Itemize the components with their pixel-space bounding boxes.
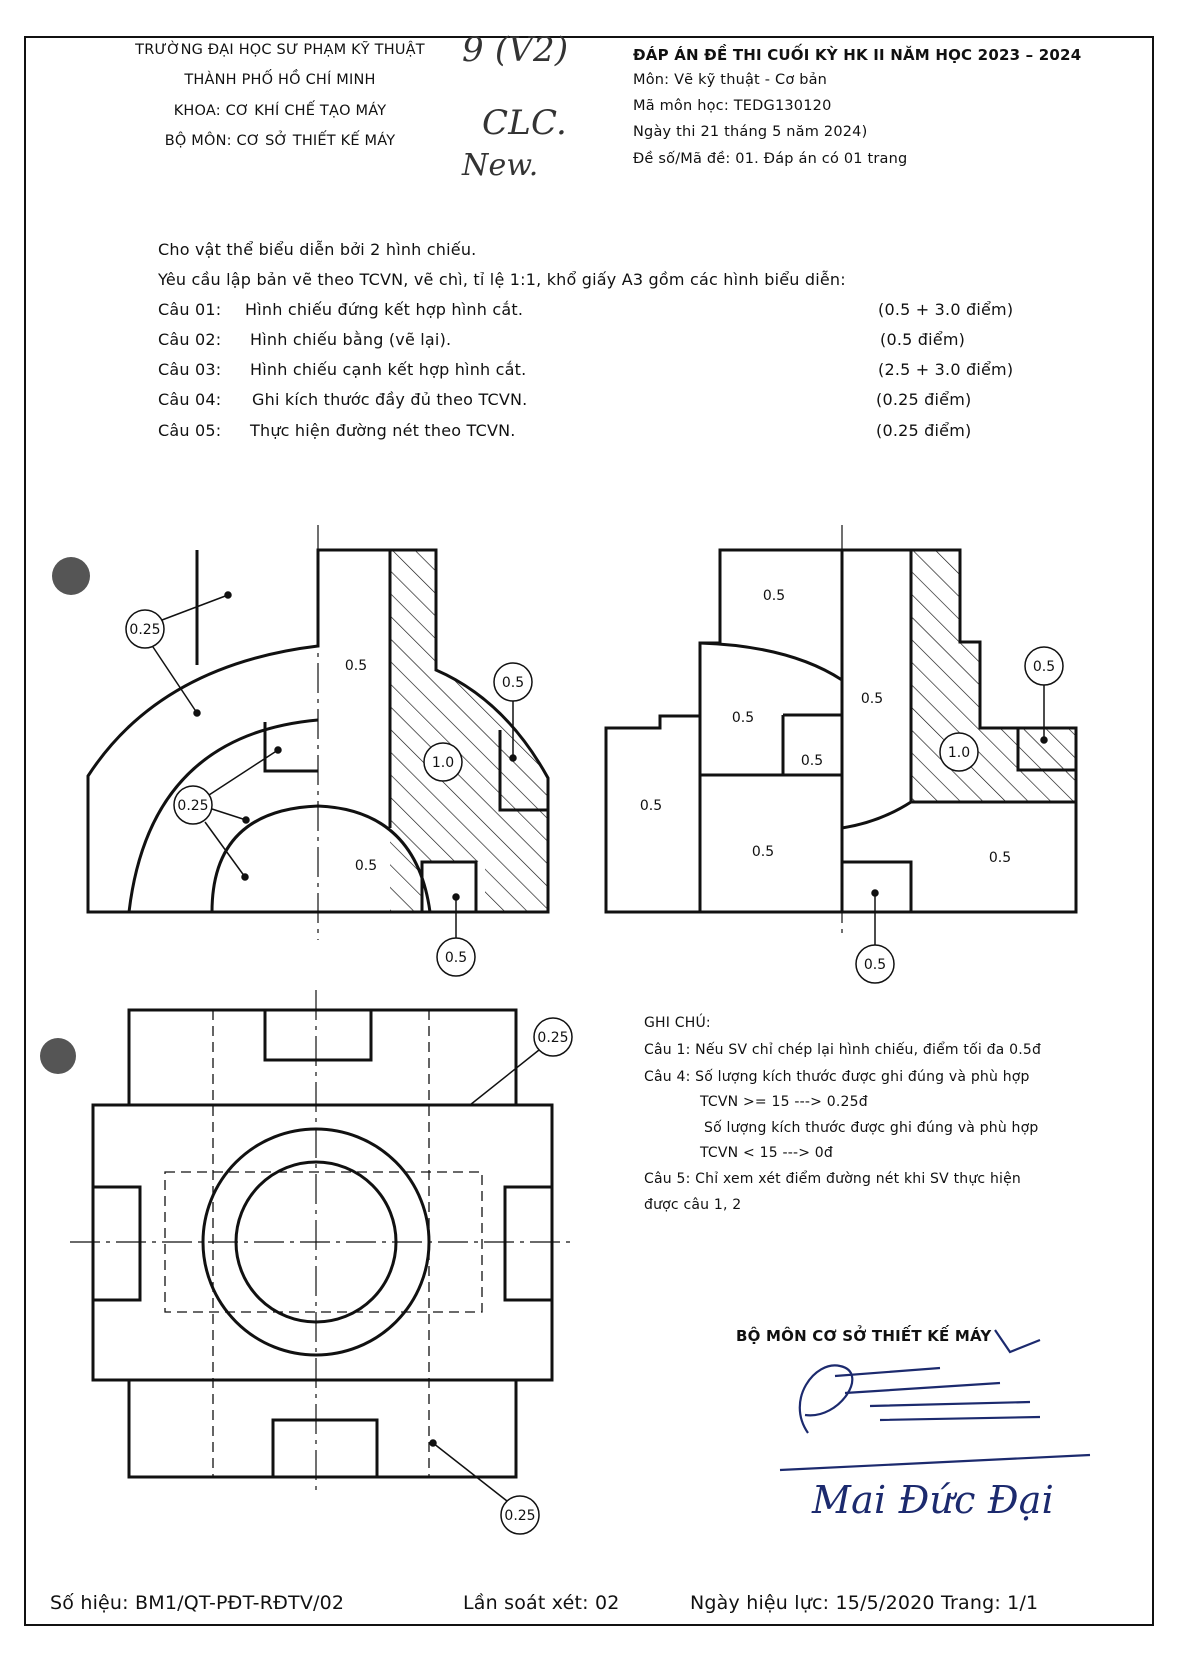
callout-front-3: 0.5 [501, 675, 525, 691]
exam-date: Ngày thi 21 tháng 5 năm 2024) [633, 124, 868, 140]
question-text: Hình chiếu cạnh kết hợp hình cắt. [250, 360, 527, 379]
front-view [88, 525, 548, 940]
callout-side-3: 0.5 [860, 691, 884, 707]
callout-side-8: 0.5 [751, 844, 775, 860]
faculty: KHOA: CƠ KHÍ CHẾ TẠO MÁY [173, 103, 387, 119]
callout-top-2: 0.25 [504, 1508, 536, 1524]
front-inner-arc [129, 720, 318, 912]
top-left-tab [93, 1187, 140, 1300]
top-lower-notch [273, 1420, 377, 1477]
handwritten-new: New. [462, 148, 539, 183]
question-label: Câu 05: [158, 421, 222, 440]
signature-name: Mai Đức Đại [812, 1478, 1054, 1522]
question-points: (0.5 điểm) [880, 330, 966, 349]
notes-line7: được câu 1, 2 [644, 1197, 742, 1213]
question-label: Câu 03: [158, 360, 222, 379]
handwritten-version: 9 (V2) [462, 30, 569, 70]
signature-drawing [780, 1330, 1090, 1470]
school-line2: THÀNH PHỐ HỒ CHÍ MINH [184, 72, 376, 88]
notes-line1: Câu 1: Nếu SV chỉ chép lại hình chiếu, điểm tối đa 0.5đ [644, 1042, 1042, 1058]
callout-side-7: 0.5 [639, 798, 663, 814]
handwritten-clc: CLC. [482, 103, 568, 143]
notes-line6: Câu 5: Chỉ xem xét điểm đường nét khi SV thực hiện [644, 1171, 1022, 1187]
callout-side-2: 0.5 [731, 710, 755, 726]
question-text: Hình chiếu đứng kết hợp hình cắt. [245, 300, 524, 319]
callout-front-6: 0.5 [354, 858, 378, 874]
top-hidden-lines [165, 1010, 482, 1477]
side-bottom-notch [842, 862, 911, 912]
question-points: (0.5 + 3.0 điểm) [878, 300, 1014, 319]
callout-front-2: 0.5 [344, 658, 368, 674]
question-text: Ghi kích thước đầy đủ theo TCVN. [252, 390, 528, 409]
course-code: Mã môn học: TEDG130120 [633, 98, 832, 114]
front-small-slot [265, 722, 318, 771]
side-view [606, 525, 1076, 935]
question-text: Thực hiện đường nét theo TCVN. [250, 421, 516, 440]
callout-side-5: 1.0 [947, 745, 971, 761]
callout-front-7: 0.5 [444, 950, 468, 966]
callout-side-10: 0.5 [863, 957, 887, 973]
top-upper-block [129, 1010, 516, 1105]
signature-department: BỘ MÔN CƠ SỞ THIẾT KẾ MÁY [736, 1327, 992, 1345]
callout-side-4: 0.5 [800, 753, 824, 769]
exam-title: ĐÁP ÁN ĐỀ THI CUỐI KỲ HK II NĂM HỌC 2023 – 2024 [633, 46, 1082, 64]
problem-requirement: Yêu cầu lập bản vẽ theo TCVN, vẽ chì, tỉ lệ 1:1, khổ giấy A3 gồm các hình biểu diễn: [158, 270, 846, 289]
notes-line2: Câu 4: Số lượng kích thước được ghi đúng và phù hợp [644, 1069, 1030, 1085]
top-upper-notch [265, 1010, 371, 1060]
callout-front-5: 0.25 [177, 798, 209, 814]
side-bore-bottom-arc [842, 802, 911, 828]
footer-code: Số hiệu: BM1/QT-PĐT-RĐTV/02 [50, 1592, 345, 1614]
side-left-block [700, 716, 783, 912]
notes-line5: TCVN < 15 ---> 0đ [700, 1145, 833, 1161]
question-points: (0.25 điểm) [876, 421, 972, 440]
callout-side-6: 0.5 [1032, 659, 1056, 675]
question-label: Câu 01: [158, 300, 222, 319]
callout-front-1: 0.25 [129, 622, 161, 638]
question-label: Câu 02: [158, 330, 222, 349]
callout-front-4: 1.0 [431, 755, 455, 771]
question-text: Hình chiếu bằng (vẽ lại). [250, 330, 452, 349]
problem-intro: Cho vật thể biểu diễn bởi 2 hình chiếu. [158, 240, 477, 259]
footer-revision: Lần soát xét: 02 [463, 1592, 620, 1614]
notes-title: GHI CHÚ: [644, 1015, 711, 1031]
question-label: Câu 04: [158, 390, 222, 409]
top-view [70, 990, 575, 1495]
side-top-arc [700, 643, 842, 680]
department: BỘ MÔN: CƠ SỞ THIẾT KẾ MÁY [164, 133, 396, 149]
top-right-tab [505, 1187, 552, 1300]
subject: Môn: Vẽ kỹ thuật - Cơ bản [633, 72, 828, 88]
notes-line4: Số lượng kích thước được ghi đúng và phù hợp [704, 1120, 1039, 1136]
notes-line3: TCVN >= 15 ---> 0.25đ [700, 1094, 868, 1110]
callout-side-1: 0.5 [762, 588, 786, 604]
question-points: (0.25 điểm) [876, 390, 972, 409]
exam-number: Đề số/Mã đề: 01. Đáp án có 01 trang [633, 151, 908, 167]
footer-effective: Ngày hiệu lực: 15/5/2020 Trang: 1/1 [690, 1592, 1039, 1614]
callout-top-1: 0.25 [537, 1030, 569, 1046]
school-line1: TRƯỜNG ĐẠI HỌC SƯ PHẠM KỸ THUẬT [135, 42, 425, 58]
question-points: (2.5 + 3.0 điểm) [878, 360, 1014, 379]
callout-side-9: 0.5 [988, 850, 1012, 866]
